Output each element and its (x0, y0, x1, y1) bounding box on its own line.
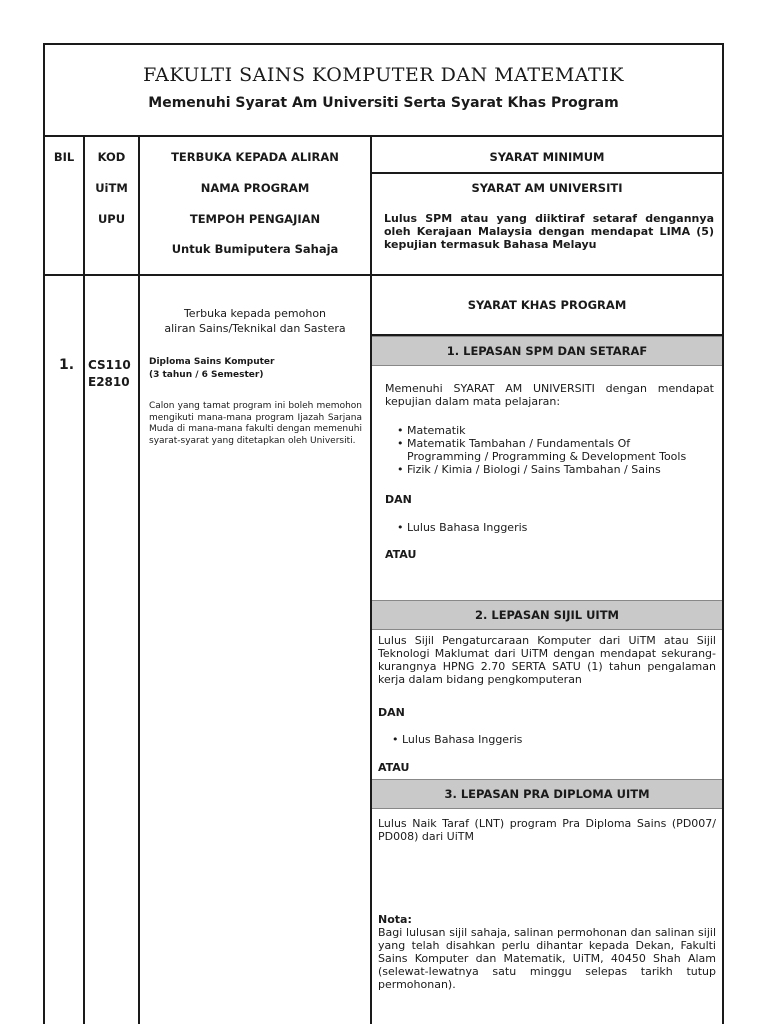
page-subtitle: Memenuhi Syarat Am Universiti Serta Syarat Khas Program (148, 95, 619, 111)
spm-english-item: • Lulus Bahasa Inggeris (397, 521, 527, 534)
nota-label: Nota: (378, 913, 412, 926)
spm-intro: Memenuhi SYARAT AM UNIVERSITI dengan mendapat kepujian dalam mata pelajaran: (385, 382, 714, 408)
spm-english-list (397, 521, 527, 534)
program-note: Calon yang tamat program ini boleh memohon mengikuti mana-mana program Ijazah Sarjana Muda di mana-mana fakulti dengan memenuhi syarat-syarat yang ditetapkan oleh Universiti. (149, 401, 362, 446)
col-header-kod: KOD (97, 150, 126, 164)
col-header-syarat-minimum: SYARAT MINIMUM (489, 150, 605, 164)
spm-subject-item: • Fizik / Kimia / Biologi / Sains Tambahan / Sains (397, 463, 707, 476)
col-divider-kod (138, 135, 140, 1024)
col-header-aliran: TERBUKA KEPADA ALIRAN (171, 150, 339, 164)
col-header-bil: BIL (53, 150, 75, 164)
col-header-uitm: UiTM (95, 181, 128, 195)
col-divider-syarat (370, 135, 372, 1024)
spm-dan: DAN (385, 493, 412, 506)
spm-atau: ATAU (385, 548, 417, 561)
column-header-divider (43, 274, 724, 276)
spm-subject-item: • Matematik (397, 424, 707, 437)
border-right (722, 43, 724, 1024)
spm-subject-item: • Matematik Tambahan / Fundamentals Of Programming / Programming & Development Tools (397, 437, 707, 463)
col-header-upu: UPU (97, 212, 126, 226)
syarat-am-text: Lulus SPM atau yang diiktiraf setaraf dengannya oleh Kerajaan Malaysia dengan mendapat LIMA (5) kepujian termasuk Bahasa Melayu (384, 212, 714, 251)
band-lepasan-sijil-label: 2. LEPASAN SIJIL UITM (475, 608, 619, 622)
band-lepasan-spm (372, 336, 722, 366)
col-divider-bil (83, 135, 85, 1024)
col-header-tempoh: TEMPOH PENGAJIAN (189, 212, 321, 226)
kod-upu-value: E2810 (88, 375, 130, 389)
band-lepasan-pradiploma (372, 779, 722, 809)
sijil-english-list (392, 733, 522, 746)
khas-heading: SYARAT KHAS PROGRAM (467, 298, 627, 312)
col-header-bumiputera: Untuk Bumiputera Sahaja (171, 242, 339, 256)
spm-subject-list (397, 424, 707, 476)
band-lepasan-spm-label: 1. LEPASAN SPM DAN SETARAF (446, 344, 648, 358)
open-to-line1: Terbuka kepada pemohon (183, 307, 327, 320)
row-number: 1. (59, 357, 75, 373)
kod-uitm-value: CS110 (88, 358, 131, 372)
sijil-english-item: • Lulus Bahasa Inggeris (392, 733, 522, 746)
open-to-line2: aliran Sains/Teknikal dan Sastera (164, 322, 346, 335)
program-name: Diploma Sains Komputer (149, 357, 275, 367)
sijil-atau: ATAU (378, 761, 410, 774)
band-lepasan-sijil (372, 600, 722, 630)
col-header-nama-program: NAMA PROGRAM (200, 181, 310, 195)
program-duration: (3 tahun / 6 Semester) (149, 370, 264, 380)
band-lepasan-pradiploma-label: 3. LEPASAN PRA DIPLOMA UITM (444, 787, 650, 801)
page-title: FAKULTI SAINS KOMPUTER DAN MATEMATIK (143, 64, 624, 86)
nota-text: Bagi lulusan sijil sahaja, salinan permohonan dan salinan sijil yang telah disahkan perlu dihantar kepada Dekan, Fakulti Sains Komputer dan Matematik, UiTM, 40450 Shah Alam (selewat-lewatnya satu minggu selepas tarikh tutup permohonan). (378, 926, 716, 991)
border-top (43, 43, 724, 45)
pradiploma-text: Lulus Naik Taraf (LNT) program Pra Diploma Sains (PD007/ PD008) dari UiTM (378, 817, 716, 843)
sijil-text: Lulus Sijil Pengaturcaraan Komputer dari UiTM atau Sijil Teknologi Maklumat dari UiTM dengan mendapat sekurang-kurangnya HPNG 2.70 SERTA SATU (1) tahun pengalaman kerja dalam bidang pengkomputeran (378, 634, 716, 686)
border-left (43, 43, 45, 1024)
col-header-syarat-am: SYARAT AM UNIVERSITI (471, 181, 623, 195)
syarat-minimum-divider (370, 172, 724, 174)
sijil-dan: DAN (378, 706, 405, 719)
header-divider (43, 135, 724, 137)
